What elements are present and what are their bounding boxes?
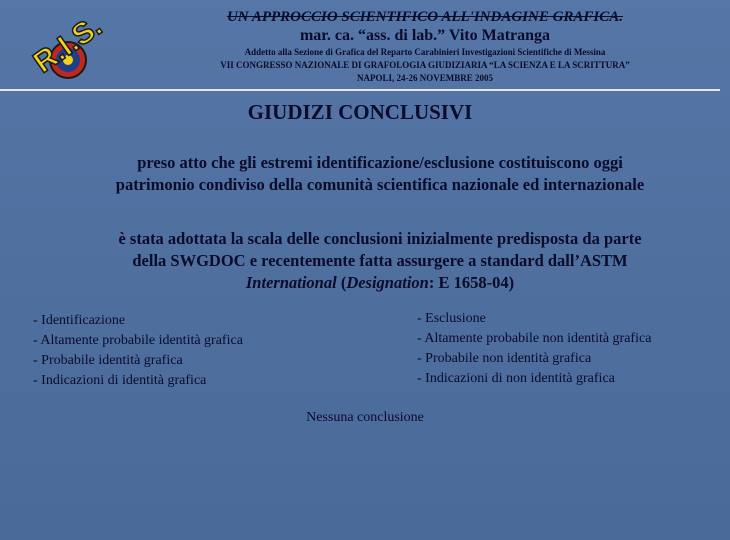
logo-text: R.I.S. bbox=[27, 9, 109, 80]
author: mar. ca. “ass. di lab.” Vito Matranga bbox=[299, 27, 551, 44]
paragraph-2-line-3: International (Designation: E 1658-04) bbox=[245, 273, 515, 292]
no-conclusion-label: Nessuna conclusione bbox=[306, 410, 424, 425]
header bbox=[150, 8, 700, 85]
identification-list bbox=[33, 311, 243, 391]
list-item: - Probabile non identità grafica bbox=[417, 351, 592, 366]
standard-org: International bbox=[245, 273, 337, 292]
designation-code: : E 1658-04) bbox=[428, 273, 515, 292]
list-item: - Altamente probabile identità grafica bbox=[33, 333, 243, 348]
paragraph-1-line-1: preso atto che gli estremi identificazione/esclusione costituiscono oggi bbox=[137, 153, 623, 172]
list-item: - Altamente probabile non identità grafica bbox=[417, 331, 652, 346]
header-divider bbox=[0, 89, 720, 91]
congress: VII CONGRESSO NAZIONALE DI GRAFOLOGIA GIUDIZIARIA “LA SCIENZA E LA SCRITTURA” bbox=[220, 60, 630, 70]
paragraph-2-line-1: è stata adottata la scala delle conclusioni inizialmente predisposta da parte bbox=[118, 229, 642, 248]
paragraph-1-line-2: patrimonio condiviso della comunità scientifica nazionale ed internazionale bbox=[115, 175, 645, 194]
venue: NAPOLI, 24-26 NOVEMBRE 2005 bbox=[356, 73, 493, 83]
list-item: - Esclusione bbox=[417, 311, 486, 326]
paragraph-2 bbox=[40, 228, 720, 294]
list-item: - Indicazioni di identità grafica bbox=[33, 373, 207, 388]
paragraph-2-line-2: della SWGDOC e recentemente fatta assurgere a standard dall’ASTM bbox=[132, 251, 628, 270]
paragraph-1 bbox=[40, 152, 720, 196]
section-title: GIUDIZI CONCLUSIVI bbox=[247, 100, 473, 124]
list-item: - Probabile identità grafica bbox=[33, 353, 183, 368]
designation-label: Designation bbox=[346, 273, 429, 292]
exclusion-list bbox=[417, 309, 651, 389]
affiliation: Addetto alla Sezione di Grafica del Reparto Carabinieri Investigazioni Scientifiche di Messina bbox=[244, 47, 606, 57]
presentation-title: UN APPROCCIO SCIENTIFICO ALL'INDAGINE GRAFICA. bbox=[226, 9, 624, 25]
ris-logo bbox=[6, 4, 109, 96]
list-item: - Identificazione bbox=[33, 313, 126, 328]
list-item: - Indicazioni di non identità grafica bbox=[417, 371, 615, 386]
